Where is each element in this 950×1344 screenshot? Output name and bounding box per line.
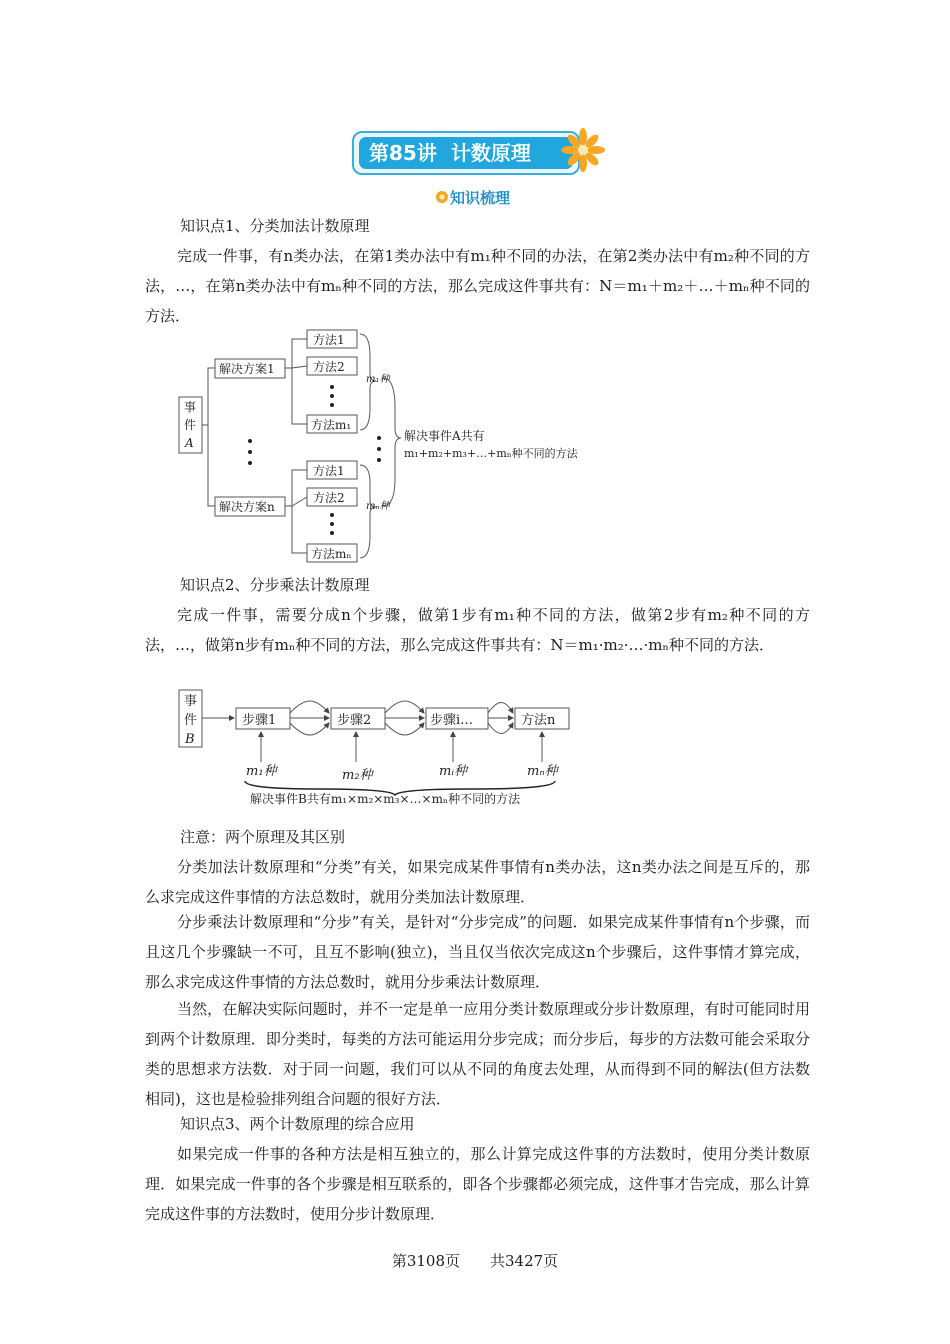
lecture-title-banner (352, 131, 580, 175)
plann-label: 解决方案n (219, 500, 275, 514)
svg-text:方法1: 方法1 (313, 333, 345, 347)
kp2-body: 完成一件事，需要分成n个步骤，做第1步有m₁种不同的方法，做第2步有m₂种不同的方法，…，做第n步有mₙ种不同的方法，那么完成这件事共有：N＝m₁·m₂·…·mₙ种不同的方法． (145, 606, 810, 654)
svg-text:A: A (185, 436, 194, 450)
mn-label: mₙ种 (366, 501, 390, 512)
label-mn: mₙ种 (527, 764, 558, 779)
classification-diagram (170, 328, 600, 568)
m1-label: m₁种 (366, 374, 390, 385)
note-p1: 分类加法计数原理和“分类”有关，如果完成某件事情有n类办法，这n类办法之间是互斥的，那么求完成这件事情的方法总数时，就用分类加法计数原理． (145, 858, 810, 906)
note-p2: 分步乘法计数原理和“分步”有关，是针对“分步完成”的问题．如果完成某件事情有n个步骤，而且这几个步骤缺一不可，且互不影响(独立)，当且仅当依次完成这n个步骤后，这件事情才算完成，那么求完成这件事情的方法总数时，就用分步乘法计数原理． (145, 913, 810, 991)
flower-icon (560, 127, 606, 173)
kp3-body: 如果完成一件事的各种方法是相互独立的，那么计算完成这件事的方法数时，使用分类计数原理．如果完成一件事的各个步骤是相互联系的，即各个步骤都必须完成，这件事才告完成，那么计算完成这件事的方法数时，使用分步计数原理． (145, 1145, 810, 1223)
kp3-heading: 知识点3、两个计数原理的综合应用 (180, 1115, 415, 1133)
note-heading: 注意：两个原理及其区别 (180, 828, 346, 846)
svg-text:事: 事 (184, 694, 198, 709)
result-line2: m₁+m₂+m₃+…+mₙ种不同的方法 (404, 447, 578, 460)
page-footer: 第3108页 共3427页 (391, 1252, 559, 1270)
lecture-number: 第85讲 (369, 141, 437, 165)
small-flower-icon (435, 190, 449, 204)
svg-text:方法mₙ: 方法mₙ (311, 547, 352, 561)
step-diagram (170, 685, 590, 815)
section-title: 知识梳理 (450, 189, 511, 207)
plan1-label: 解决方案1 (219, 362, 275, 376)
label-m1: m₁种 (246, 764, 277, 779)
step-1: 步骤1 (242, 713, 277, 728)
kp2-heading: 知识点2、分步乘法计数原理 (180, 576, 370, 594)
step-result: 解决事件B共有m₁×m₂×m₃×…×mₙ种不同的方法 (250, 792, 521, 806)
svg-text:B: B (185, 732, 195, 747)
svg-text:方法2: 方法2 (313, 360, 345, 374)
svg-text:件: 件 (184, 418, 197, 432)
kp1-heading: 知识点1、分类加法计数原理 (180, 217, 370, 235)
step-2: 步骤2 (337, 713, 372, 728)
result-line1: 解决事件A共有 (404, 429, 485, 443)
svg-text:件: 件 (184, 713, 198, 728)
note-p3: 当然，在解决实际问题时，并不一定是单一应用分类计数原理或分步计数原理，有时可能同时用到两个计数原理．即分类时，每类的方法可能运用分步完成；而分步后，每步的方法数可能会采取分类的思想求方法数．对于同一问题，我们可以从不同的角度去处理，从而得到不同的解法(但方法数相同)，这也是检验排列组合问题的很好方法． (145, 1000, 810, 1108)
label-mi: mᵢ种 (439, 764, 467, 779)
svg-text:方法2: 方法2 (313, 491, 345, 505)
lecture-title: 计数原理 (450, 141, 531, 165)
svg-text:方法m₁: 方法m₁ (311, 418, 352, 432)
kp1-body: 完成一件事，有n类办法，在第1类办法中有m₁种不同的办法，在第2类办法中有m₂种不同的方法，…，在第n类办法中有mₙ种不同的方法，那么完成这件事共有：N＝m₁＋m₂＋…＋mₙ种不同的方法． (145, 247, 810, 325)
step-i: 步骤i… (430, 713, 474, 728)
label-m2: m₂种 (342, 768, 373, 783)
svg-text:方法1: 方法1 (313, 464, 345, 478)
svg-text:事: 事 (184, 400, 197, 414)
method-n: 方法n (521, 713, 556, 728)
